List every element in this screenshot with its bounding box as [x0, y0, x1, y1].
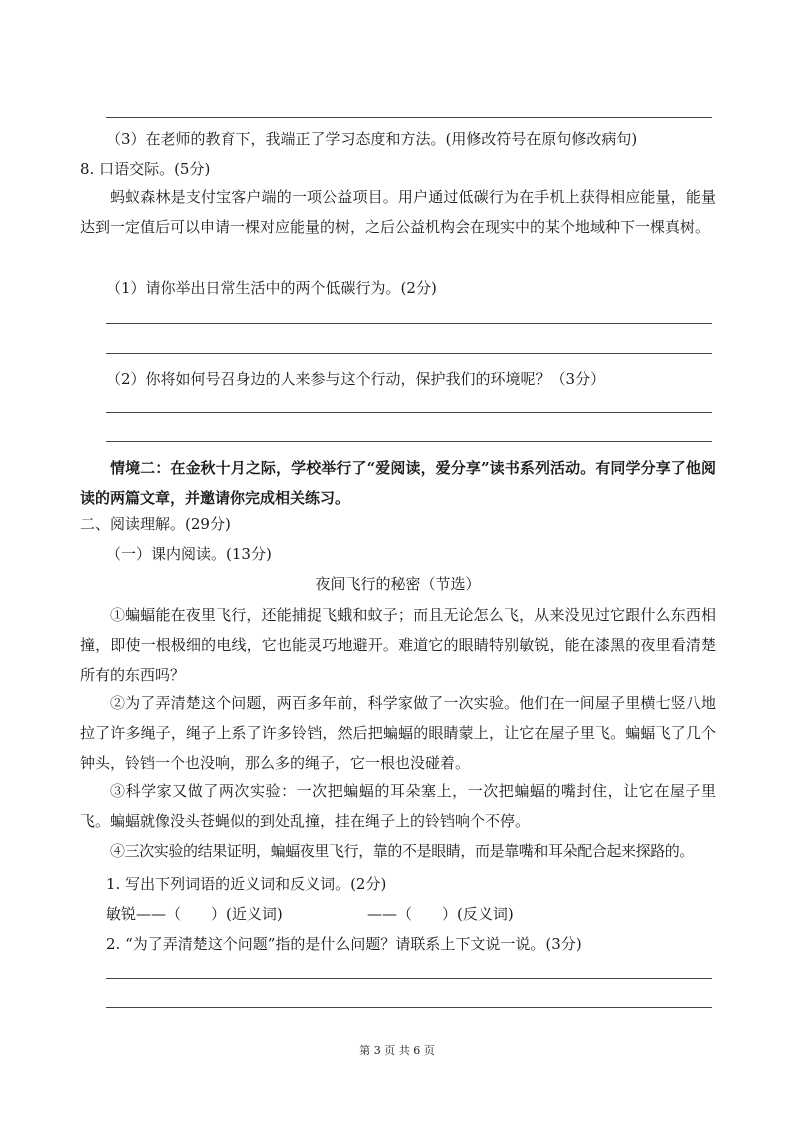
- part-one-title: （一）课内阅读。(13分): [106, 545, 272, 563]
- answer-line-q8-2a: [106, 412, 712, 413]
- reading-question-2: 2. “为了弄清楚这个问题”指的是什么问题？请联系上下文说一说。(3分): [106, 935, 582, 953]
- question-8-2: （2）你将如何号召身边的人来参与这个行动，保护我们的环境呢？（3分）: [106, 370, 606, 388]
- answer-line-q8-1b: [106, 353, 712, 354]
- passage-paragraph-2: ②为了弄清楚这个问题，两百多年前，科学家做了一次实验。他们在一间屋子里横七竖八地拉了许多绳子，绳子上系了许多铃铛，然后把蝙蝠的眼睛蒙上，让它在屋子里飞。蝙蝠飞了几个钟头，铃铛一个也没响，那么多的绳子，它一根也没碰着。: [80, 694, 716, 772]
- answer-line-q7-2: [106, 117, 712, 118]
- reading-question-1-synonym: 敏锐——（ ）(近义词): [106, 905, 283, 923]
- question-8-intro: 蚂蚁森林是支付宝客户端的一项公益项目。用户通过低碳行为在手机上获得相应能量，能量达到一定值后可以申请一棵对应能量的树，之后公益机构会在现实中的某个地域种下一棵真树。: [80, 188, 716, 236]
- reading-question-1-antonym: ——（ ）(反义词): [367, 905, 514, 923]
- passage-paragraph-1: ①蝙蝠能在夜里飞行，还能捕捉飞蛾和蚊子；而且无论怎么飞，从来没见过它跟什么东西相撞，即使一根极细的电线，它也能灵巧地避开。难道它的眼睛特别敏锐，能在漆黑的夜里看清楚所有的东西吗？: [80, 606, 716, 684]
- answer-line-q8-2b: [106, 441, 712, 442]
- answer-line-r2a: [106, 978, 712, 979]
- question-8-1: （1）请你举出日常生活中的两个低碳行为。(2分): [106, 279, 437, 297]
- page-footer: 第 3 页 共 6 页: [359, 1044, 435, 1057]
- section-two-title: 二、阅读理解。(29分): [80, 515, 231, 533]
- question-8-title: 8. 口语交际。(5分): [80, 160, 211, 178]
- answer-line-q8-1a: [106, 323, 712, 324]
- passage-paragraph-4: ④三次实验的结果证明，蝙蝠夜里飞行，靠的不是眼睛，而是靠嘴和耳朵配合起来探路的。: [110, 842, 695, 860]
- answer-line-r2b: [106, 1007, 712, 1008]
- scenario-two: 情境二：在金秋十月之际，学校举行了“爱阅读，爱分享”读书系列活动。有同学分享了他阅读的两篇文章，并邀请你完成相关练习。: [80, 459, 716, 507]
- passage-title: 夜间飞行的秘密（节选）: [315, 575, 481, 593]
- question-7-3: （3）在老师的教育下，我端正了学习态度和方法。(用修改符号在原句修改病句): [106, 130, 638, 148]
- reading-question-1: 1. 写出下列词语的近义词和反义词。(2分): [106, 875, 387, 893]
- passage-paragraph-3: ③科学家又做了两次实验：一次把蝙蝠的耳朵塞上，一次把蝙蝠的嘴封住，让它在屋子里飞。蝙蝠就像没头苍蝇似的到处乱撞，挂在绳子上的铃铛响个不停。: [80, 782, 716, 830]
